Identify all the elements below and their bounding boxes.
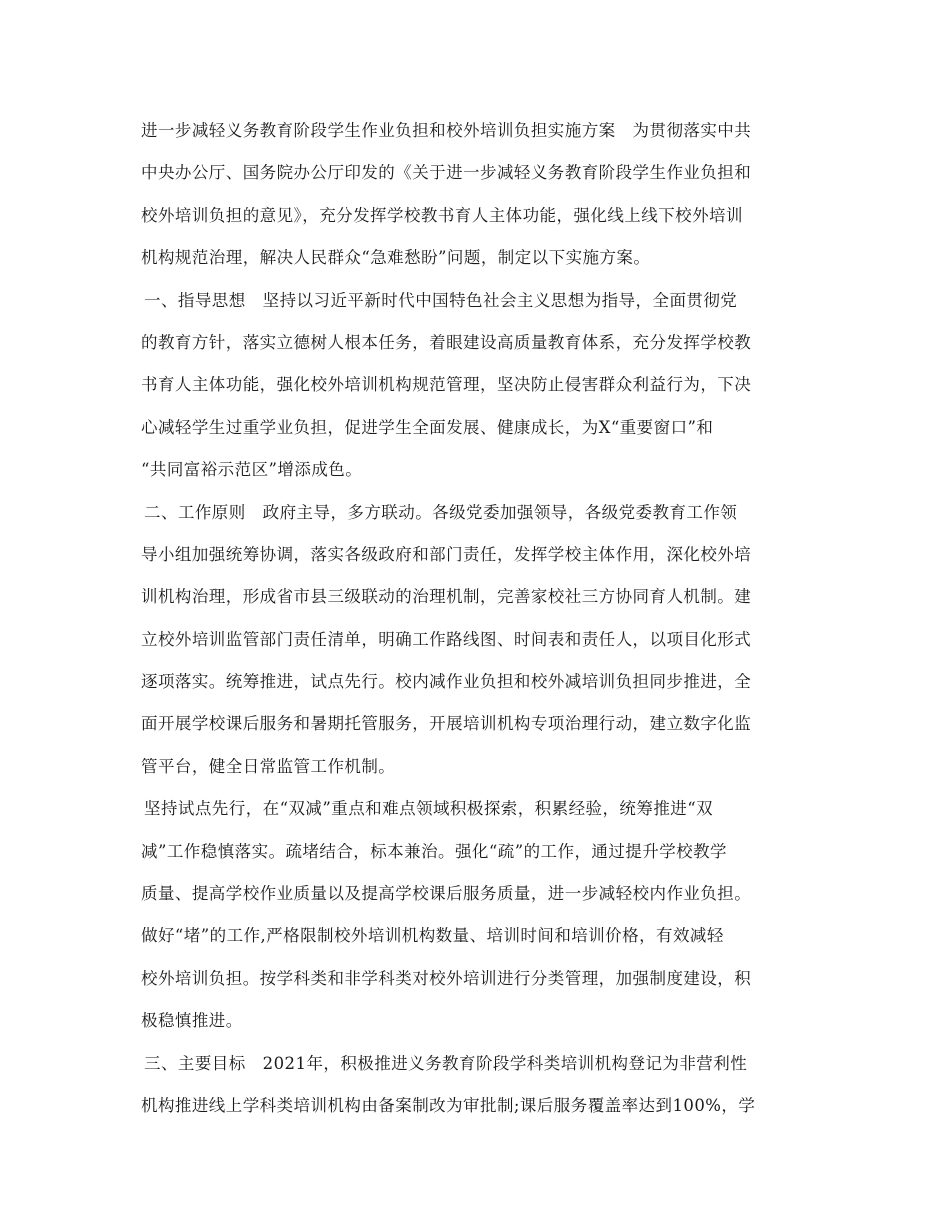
text-line: 极稳慎推进。 bbox=[141, 1011, 243, 1031]
text-line: 坚持试点先行，在“双减”重点和难点领域积极探索，积累经验，统筹推进“双 bbox=[144, 799, 714, 819]
text-line: 进一步减轻义务教育阶段学生作业负担和校外培训负担实施方案 为贯彻落实中共 bbox=[141, 121, 752, 140]
text-line: 二、工作原则 政府主导，多方联动。各级党委加强领导，各级党委教育工作领 bbox=[144, 502, 738, 522]
text-line: 训机构治理，形成省市县三级联动的治理机制，完善家校社三方协同育人机制。建 bbox=[141, 587, 752, 607]
text-line: 减”工作稳慎落实。疏堵结合，标本兼治。强化“疏”的工作，通过提升学校教学 bbox=[141, 841, 728, 861]
text-line: 的教育方针，落实立德树人根本任务，着眼建设高质量教育体系，充分发挥学校教 bbox=[141, 332, 752, 352]
text-line: 机构规范治理，解决人民群众“急难愁盼”问题，制定以下实施方案。 bbox=[141, 248, 651, 268]
text-line: “共同富裕示范区”增添成色。 bbox=[141, 460, 363, 480]
text-line: 机构推进线上学科类培训机构由备案制改为审批制;课后服务覆盖率达到100%，学 bbox=[141, 1095, 756, 1115]
text-line: 面开展学校课后服务和暑期托管服务，开展培训机构专项治理行动，建立数字化监 bbox=[141, 714, 752, 734]
text-line: 管平台，健全日常监管工作机制。 bbox=[141, 756, 396, 776]
text-line: 心减轻学生过重学业负担，促进学生全面发展、健康成长，为X“重要窗口”和 bbox=[141, 417, 714, 437]
text-line: 中央办公厅、国务院办公厅印发的《关于进一步减轻义务教育阶段学生作业负担和 bbox=[141, 163, 752, 183]
text-line: 校外培训负担。按学科类和非学科类对校外培训进行分类管理，加强制度建设，积 bbox=[141, 968, 752, 988]
text-line: 校外培训负担的意见》，充分发挥学校教书育人主体功能，强化线上线下校外培训 bbox=[141, 205, 743, 225]
text-line: 三、主要目标 2021年，积极推进义务教育阶段学科类培训机构登记为非营利性 bbox=[144, 1053, 748, 1073]
text-line: 书育人主体功能，强化校外培训机构规范管理，坚决防止侵害群众利益行为，下决 bbox=[141, 375, 752, 395]
text-line: 逐项落实。统筹推进，试点先行。校内减作业负担和校外减培训负担同步推进，全 bbox=[141, 672, 752, 692]
text-line: 导小组加强统筹协调，落实各级政府和部门责任，发挥学校主体作用，深化校外培 bbox=[141, 544, 752, 564]
text-line: 立校外培训监管部门责任清单，明确工作路线图、时间表和责任人，以项目化形式 bbox=[141, 629, 752, 649]
text-line: 质量、提高学校作业质量以及提高学校课后服务质量，进一步减轻校内作业负担。 bbox=[141, 884, 752, 904]
text-line: 做好“堵”的工作,严格限制校外培训机构数量、培训时间和培训价格，有效减轻 bbox=[141, 926, 724, 946]
document-body bbox=[141, 110, 813, 1127]
text-line: 一、指导思想 坚持以习近平新时代中国特色社会主义思想为指导，全面贯彻党 bbox=[144, 290, 738, 310]
